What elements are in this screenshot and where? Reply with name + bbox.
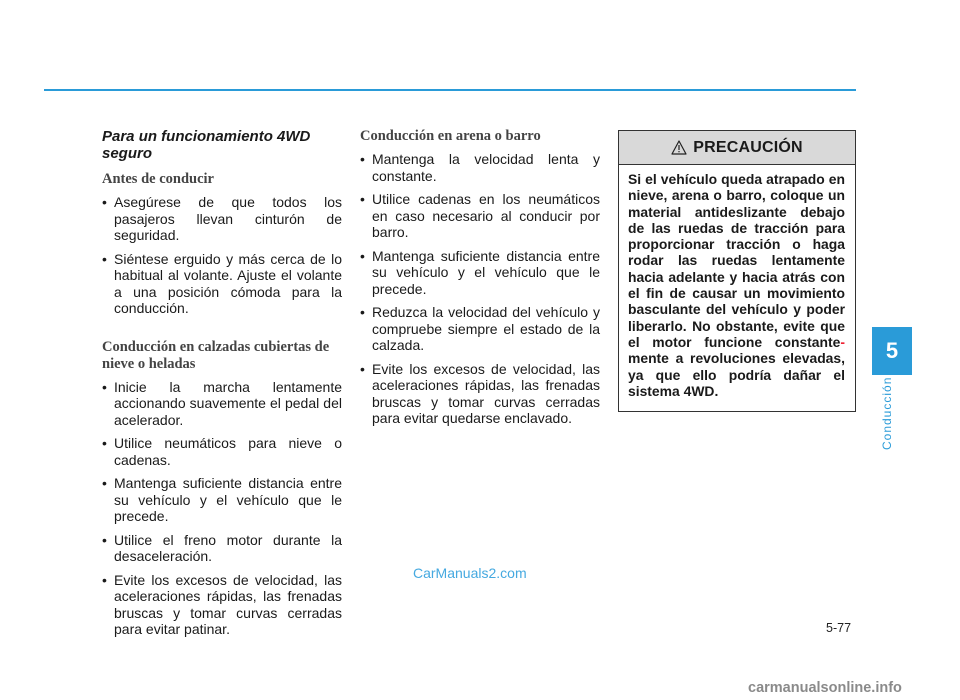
caution-text-part2: mente a revoluciones elevadas, ya que ello podría dañar el sistema 4WD. <box>628 350 845 399</box>
left-column <box>102 128 342 645</box>
list-item: • Inicie la marcha lentamente accionando suavemente el pedal del acelerador. <box>102 379 342 429</box>
subsection-title: Para un funcionamiento 4WD seguro <box>102 128 311 162</box>
list-item: • Utilice el freno motor durante la desaceleración. <box>102 532 342 565</box>
list-item: • Siéntese erguido y más cerca de lo habitual al volante. Ajuste el volante a una posición cómoda para la conducción. <box>102 251 342 317</box>
caution-text <box>619 165 855 399</box>
bullet-list-snow-ice <box>102 379 342 638</box>
caution-box <box>618 130 856 412</box>
page-number: 5-77 <box>826 621 852 635</box>
list-item: • Evite los excesos de velocidad, las aceleraciones rápidas, las frenadas bruscas y tomar curvas cerradas para evitar patinar. <box>102 572 342 638</box>
watermark-center: CarManuals2.com <box>413 565 527 581</box>
chapter-number-tab: 5 <box>872 327 912 375</box>
caution-header <box>619 131 855 165</box>
list-item: • Mantenga la velocidad lenta y constante. <box>360 151 600 184</box>
list-item: • Reduzca la velocidad del vehículo y compruebe siempre el estado de la calzada. <box>360 304 600 354</box>
caution-hyphen: - <box>840 333 845 350</box>
watermark-footer: carmanualsonline.info <box>748 680 902 696</box>
caution-title: PRECAUCIÓN <box>693 138 803 156</box>
list-item: • Evite los excesos de velocidad, las aceleraciones rápidas, las frenadas bruscas y tomar curvas cerradas para evitar quedarse enclavado. <box>360 361 600 427</box>
bullet-list-before-driving <box>102 194 342 317</box>
list-item: • Utilice neumáticos para nieve o cadenas. <box>102 435 342 468</box>
chapter-label: Conducción <box>880 376 894 450</box>
section-heading-snow-ice: Conducción en calzadas cubiertas de nieve o heladas <box>102 338 330 372</box>
section-heading-sand-mud: Conducción en arena o barro <box>360 128 541 144</box>
middle-column <box>360 128 600 434</box>
list-item: • Mantenga suficiente distancia entre su vehículo y el vehículo que le precede. <box>360 248 600 298</box>
bullet-list-sand-mud <box>360 151 600 427</box>
list-item: • Asegúrese de que todos los pasajeros llevan cinturón de seguridad. <box>102 194 342 244</box>
header-rule <box>44 89 856 91</box>
warning-triangle-icon <box>671 140 687 155</box>
list-item: • Utilice cadenas en los neumáticos en caso necesario al conducir por barro. <box>360 191 600 241</box>
list-item: • Mantenga suficiente distancia entre su vehículo y el vehículo que le precede. <box>102 475 342 525</box>
section-heading-before-driving: Antes de conducir <box>102 171 214 187</box>
caution-text-part1: Si el vehículo queda atrapado en nieve, arena o barro, coloque un material antideslizante debajo de las ruedas de tracción para proporcionar tracción o haga rodar las ruedas lentamente hacia adelante y hacia atrás con el fin de causar un movimiento basculante del vehículo y poder liberarlo. No obstante, evite que el motor funcione constante <box>628 171 845 350</box>
